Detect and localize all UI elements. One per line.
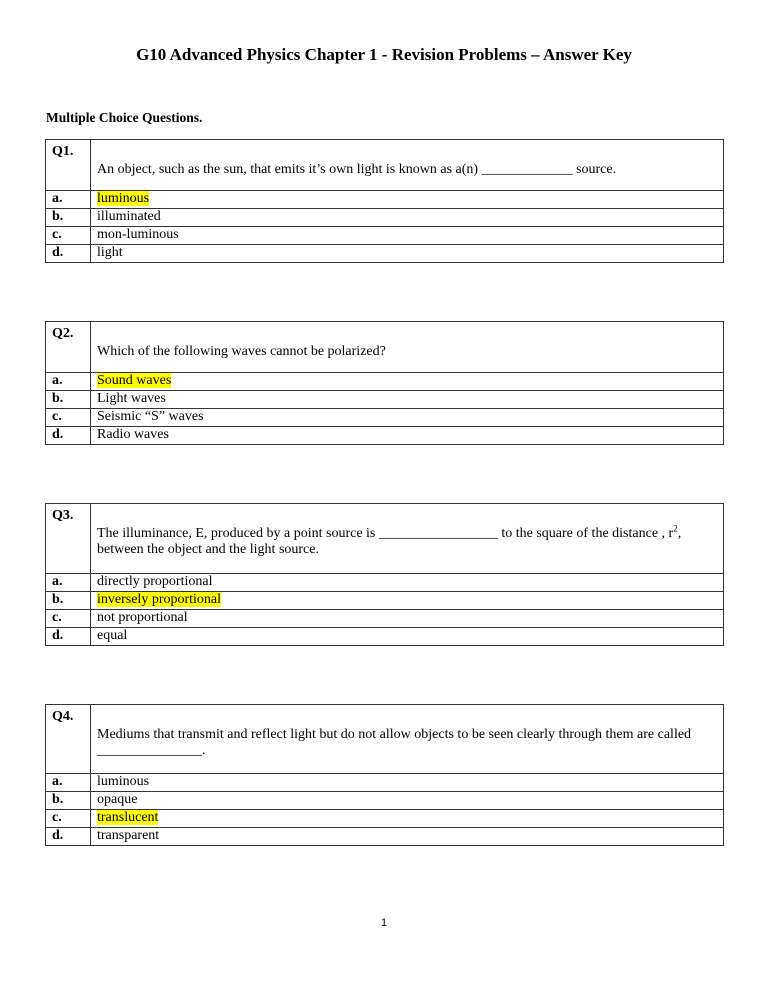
- prompt-part: , between the object and the light source.: [97, 526, 682, 557]
- page-title: G10 Advanced Physics Chapter 1 - Revision Problems – Answer Key: [136, 45, 632, 64]
- prompt-superscript: 2: [673, 523, 678, 534]
- question-label: Q1.: [46, 140, 91, 191]
- option-text: Seismic “S” waves: [91, 409, 724, 427]
- question-table-q3: [45, 503, 724, 646]
- option-letter: b.: [46, 592, 91, 610]
- question-table-q2: [45, 321, 724, 445]
- question-label: Q3.: [46, 504, 91, 574]
- option-letter: a.: [46, 191, 91, 209]
- option-letter: c.: [46, 227, 91, 245]
- option-text: Light waves: [91, 391, 724, 409]
- option-letter: a.: [46, 373, 91, 391]
- question-label: Q4.: [46, 705, 91, 774]
- question-table-q4: [45, 704, 724, 846]
- option-letter: b.: [46, 792, 91, 810]
- option-letter: a.: [46, 574, 91, 592]
- option-letter: d.: [46, 628, 91, 646]
- option-letter: c.: [46, 810, 91, 828]
- option-text: light: [91, 245, 724, 263]
- question-prompt: Mediums that transmit and reflect light but do not allow objects to be seen clearly through them are called _______________.: [91, 705, 724, 774]
- option-text-correct: inversely proportional: [97, 592, 222, 607]
- option-text-correct: luminous: [97, 191, 150, 206]
- option-text: opaque: [91, 792, 724, 810]
- option-text: illuminated: [91, 209, 724, 227]
- option-letter: c.: [46, 409, 91, 427]
- prompt-part: The illuminance, E, produced by a point source is _________________ to the square of the distance , r: [97, 526, 674, 541]
- page-number: 1: [380, 917, 388, 929]
- question-prompt: An object, such as the sun, that emits it’s own light is known as a(n) _____________ source.: [91, 140, 724, 191]
- section-heading: Multiple Choice Questions.: [46, 110, 203, 125]
- question-label: Q2.: [46, 322, 91, 373]
- option-text-correct: Sound waves: [97, 373, 172, 388]
- option-text: mon-luminous: [91, 227, 724, 245]
- option-text-correct: translucent: [97, 810, 159, 825]
- option-text: not proportional: [91, 610, 724, 628]
- option-letter: d.: [46, 245, 91, 263]
- option-text: Radio waves: [91, 427, 724, 445]
- question-table-q1: [45, 139, 724, 263]
- option-text: luminous: [91, 774, 724, 792]
- option-text: transparent: [91, 828, 724, 846]
- option-text: directly proportional: [91, 574, 724, 592]
- option-letter: d.: [46, 828, 91, 846]
- option-text: equal: [91, 628, 724, 646]
- option-letter: b.: [46, 391, 91, 409]
- question-prompt: Which of the following waves cannot be polarized?: [91, 322, 724, 373]
- question-prompt: [91, 504, 724, 574]
- option-letter: d.: [46, 427, 91, 445]
- option-letter: c.: [46, 610, 91, 628]
- option-letter: b.: [46, 209, 91, 227]
- option-letter: a.: [46, 774, 91, 792]
